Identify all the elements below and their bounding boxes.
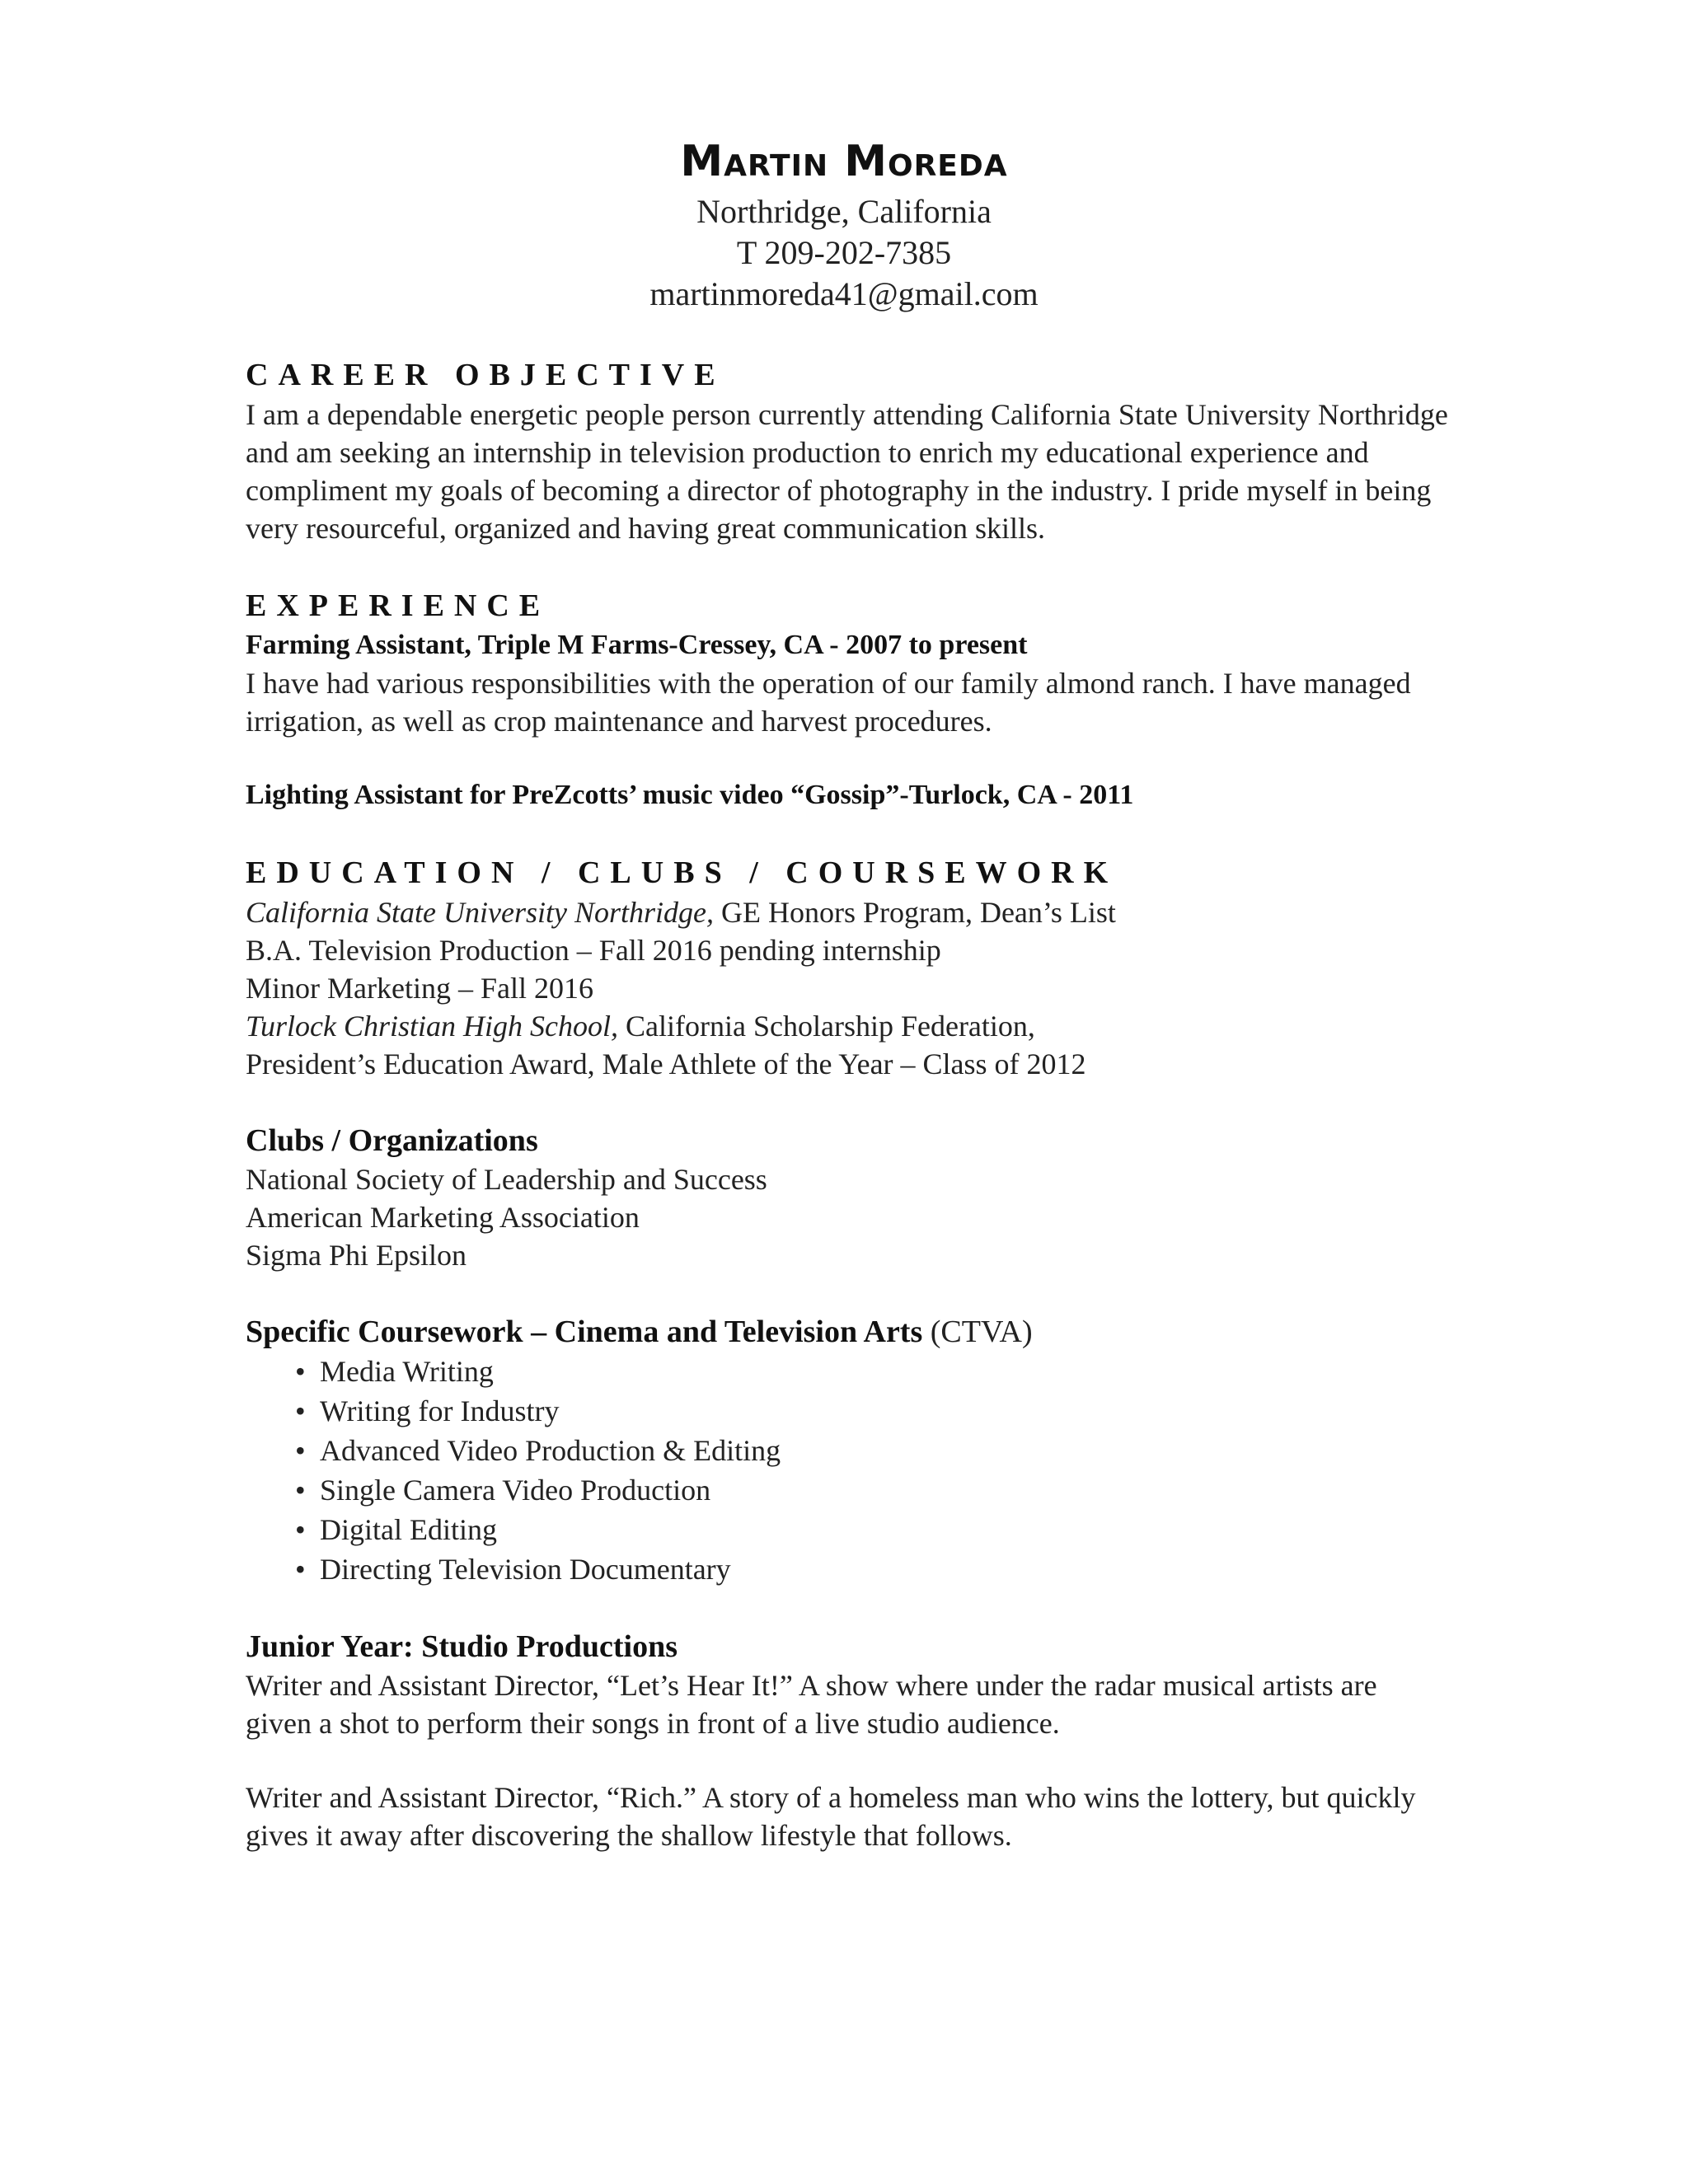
section-title-education: EDUCATION / CLUBS / COURSEWORK [246,855,1118,890]
education-high-school [246,1007,1449,1045]
high-school-awards: President’s Education Award, Male Athlete of the Year – Class of 2012 [246,1047,1086,1080]
experience-section [246,585,1449,814]
list-item [295,1549,1449,1589]
school-name-csun: California State University Northridge, [246,896,714,929]
resume-body [246,354,1449,1854]
bullet-icon: • [295,1513,306,1546]
bullet-icon: • [295,1434,306,1467]
education-minor: Minor Marketing – Fall 2016 [246,972,593,1005]
education-csun [246,893,1449,931]
email-address: martinmoreda41@gmail.com [649,275,1039,312]
phone-number: T 209-202-7385 [736,234,952,271]
course-name: Directing Television Documentary [320,1553,731,1586]
course-name: Single Camera Video Production [320,1474,711,1507]
resume-header [0,132,1688,315]
education-degree: B.A. Television Production – Fall 2016 pending internship [246,934,941,967]
list-item [295,1510,1449,1549]
coursework-title-abbrev: (CTVA) [922,1315,1033,1349]
studio-entry: Writer and Assistant Director, “Rich.” A story of a homeless man who wins the lottery, but quickly gives it away after discovering the shallow lifestyle that follows. [246,1781,1416,1852]
career-objective-text: I am a dependable energetic people person currently attending California State University Northridge and am seeking an internship in television production to enrich my educational experience and compliment my goals of becoming a director of photography in the industry. I pride myself in being very resourceful, organized and having great communication skills. [246,398,1448,545]
location: Northridge, California [696,193,992,230]
school-name-high-school: Turlock Christian High School, [246,1010,619,1043]
subhead-clubs: Clubs / Organizations [246,1123,538,1158]
job-description-farming: I have had various responsibilities with the operation of our family almond ranch. I have managed irrigation, as well as crop maintenance and harvest procedures. [246,667,1411,738]
course-name: Writing for Industry [320,1394,560,1427]
coursework-title-bold: Specific Coursework – Cinema and Television Arts [246,1315,923,1349]
job-title-farming: Farming Assistant, Triple M Farms-Cressey, CA - 2007 to present [246,630,1028,660]
clubs-section [246,1121,1449,1274]
bullet-icon: • [295,1474,306,1507]
list-item [295,1470,1449,1510]
bullet-icon: • [295,1355,306,1388]
subhead-studio-productions: Junior Year: Studio Productions [246,1629,678,1664]
section-title-experience: EXPERIENCE [246,588,551,623]
bullet-icon: • [295,1394,306,1427]
list-item [295,1431,1449,1470]
club-item: National Society of Leadership and Success [246,1163,767,1196]
bullet-icon: • [295,1553,306,1586]
list-item [295,1352,1449,1391]
club-item: Sigma Phi Epsilon [246,1239,467,1272]
subhead-coursework [246,1312,1449,1352]
education-section [246,852,1449,1083]
candidate-name: Martin Moreda [680,137,1008,186]
job-title-lighting: Lighting Assistant for PreZcotts’ music video “Gossip”-Turlock, CA - 2011 [246,780,1134,810]
coursework-section [246,1312,1449,1589]
coursework-list [295,1352,1449,1589]
course-name: Media Writing [320,1355,494,1388]
studio-entry: Writer and Assistant Director, “Let’s Hear It!” A show where under the radar musical artists are given a shot to perform their songs in front of a live studio audience. [246,1669,1377,1740]
list-item [295,1391,1449,1431]
course-name: Advanced Video Production & Editing [320,1434,781,1467]
section-title-career-objective: CAREER OBJECTIVE [246,358,725,392]
career-objective-section [246,354,1449,547]
club-item: American Marketing Association [246,1201,640,1234]
csun-details: GE Honors Program, Dean’s List [713,896,1116,929]
studio-productions-section [246,1627,1449,1854]
course-name: Digital Editing [320,1513,497,1546]
high-school-details: California Scholarship Federation, [618,1010,1035,1043]
